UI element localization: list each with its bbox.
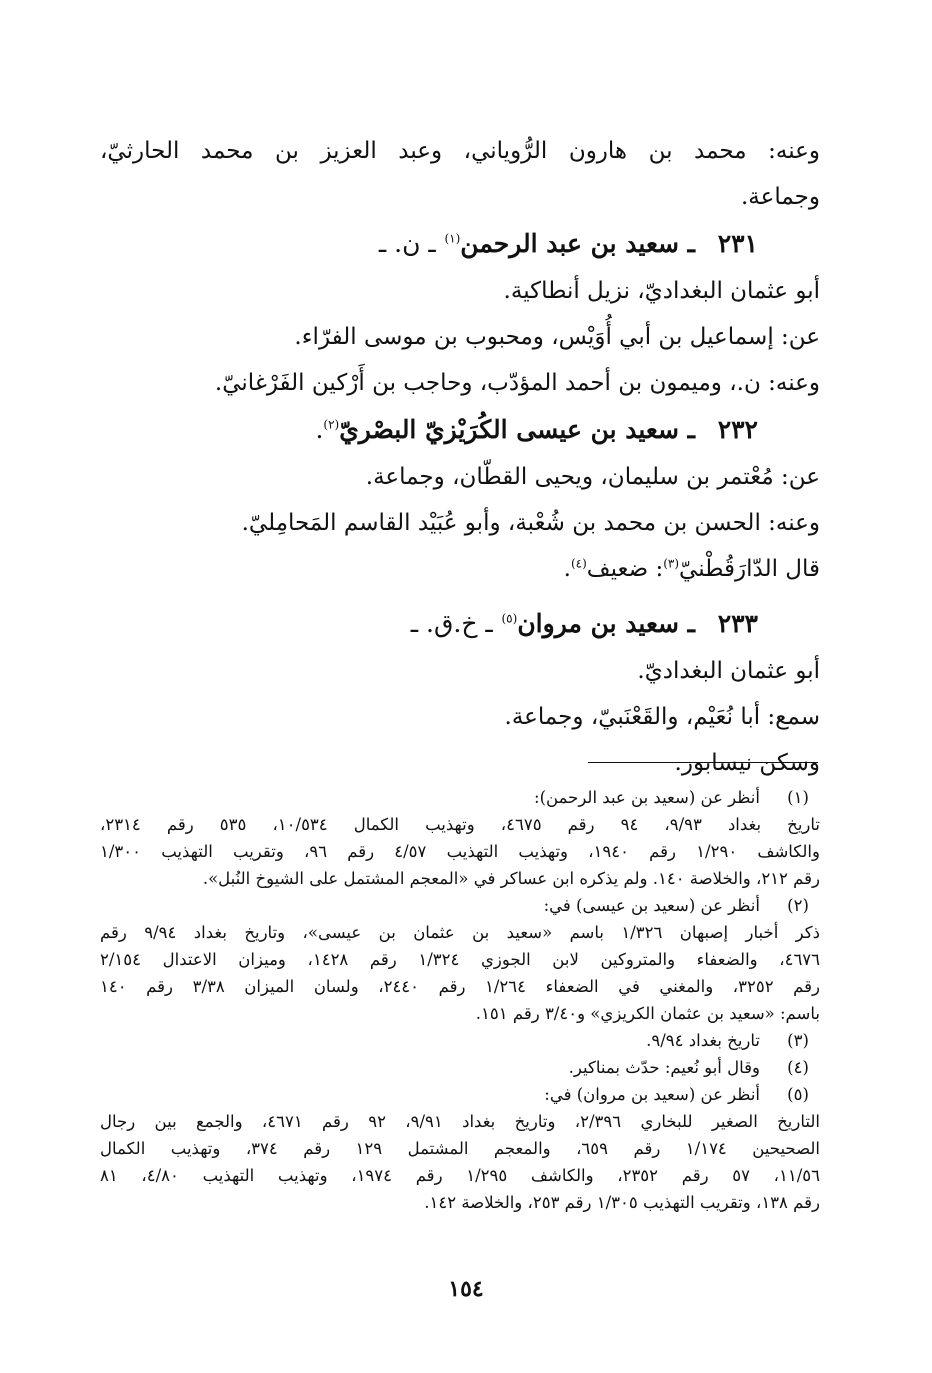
entry-heading-232: [100, 406, 820, 454]
entry-line: أبو عثمان البغداديّ.: [637, 658, 820, 684]
entry-separator: ـ: [678, 609, 695, 638]
entry-heading-231: [100, 220, 820, 268]
entry-number: ٢٣٣: [717, 609, 758, 638]
entry-line: أبو عثمان البغداديّ، نزيل أنطاكية.: [503, 278, 820, 304]
entry-line: عن: إسماعيل بن أبي أُوَيْس، ومحبوب بن موسى الفرّاء.: [294, 324, 820, 350]
footnote-number: (٤): [787, 1058, 809, 1077]
footnote-line: (٤) وقال أبو نُعيم: حدّث بمناكير.: [100, 1054, 820, 1081]
footnote-ref: (٥): [501, 611, 518, 626]
footnote-line: رقم ٣٢٥٢، والمغني في الضعفاء ١/٢٦٤ رقم ٢٤٤٠، ولسان الميزان ٣/٣٨ رقم ١٤٠: [100, 977, 820, 996]
footnote-line: رقم ٢١٢، والخلاصة ١٤٠. ولم يذكره ابن عساكر في «المعجم المشتمل على الشيوخ النُبل».: [202, 869, 820, 888]
footnote-line: (٢) أنظر عن (سعيد بن عيسى) في:: [100, 892, 820, 919]
entry-suffix: ـ خ.ق. ـ: [410, 609, 493, 638]
footnote-line: (١) أنظر عن (سعيد بن عبد الرحمن):: [100, 784, 820, 811]
footnote-line: ٤٦٧٦، والضعفاء والمتروكين لابن الجوزي ١/٣٢٤ رقم ١٤٢٨، وميزان الاعتدال ٢/١٥٤: [100, 950, 821, 969]
entry-name: سعيد بن عبد الرحمن: [460, 229, 679, 258]
footnote-ref: (٣): [663, 556, 680, 571]
quote-prefix: قال الدّارَقُطْنيّ: [679, 556, 820, 582]
entry-separator: ـ: [678, 229, 695, 258]
footnote-line: (٥) أنظر عن (سعيد بن مروان) في:: [100, 1081, 820, 1108]
footnote-ref: (٤): [570, 556, 587, 571]
entry-line: وسكن نيسابور.: [674, 750, 820, 776]
entry-name: سعيد بن مروان: [517, 609, 679, 638]
entry-line: وعنه: ن.، وميمون بن أحمد المؤدّب، وحاجب بن أَرْكين الفَرْغانيّ.: [214, 370, 820, 396]
entry-name: سعيد بن عيسى الكُرَيْزيّ البصْريّ: [339, 415, 679, 444]
footnotes: [100, 784, 820, 1216]
page-number: ١٥٤: [448, 1276, 484, 1302]
footnote-line: الصحيحين ١/١٧٤ رقم ٦٥٩، والمعجم المشتمل ١٢٩ رقم ٣٧٤، وتهذيب الكمال: [100, 1139, 820, 1158]
footnote-number: (١): [787, 788, 809, 807]
footnote-number: (٣): [787, 1031, 809, 1050]
entry-line: عن: مُعْتمر بن سليمان، ويحيى القطّان، وجماعة.: [365, 464, 820, 490]
footnote-line: رقم ١٣٨، وتقريب التهذيب ١/٣٠٥ رقم ٢٥٣، والخلاصة ١٤٢.: [424, 1193, 820, 1212]
footnote-number: (٢): [787, 896, 809, 915]
entry-number: ٢٣١: [717, 229, 758, 258]
footnote-line: التاريخ الصغير للبخاري ٢/٣٩٦، وتاريخ بغداد ٩/٩١، ٩٢ رقم ٤٦٧١، والجمع بين رجال: [100, 1112, 820, 1131]
footnote-ref: (٢): [323, 417, 340, 432]
intro-line: وعنه: محمد بن هارون الرُّوياني، وعبد العزيز بن محمد الحارثيّ،: [100, 138, 820, 164]
footnote-line: (٣) تاريخ بغداد ٩/٩٤.: [100, 1027, 820, 1054]
entry-suffix: ـ ن. ـ: [378, 229, 436, 258]
main-text: [100, 128, 820, 786]
footnote-ref: (١): [444, 231, 461, 246]
entry-heading-233: [100, 600, 820, 648]
entry-suffix: .: [315, 415, 324, 444]
entry-line: وعنه: الحسن بن محمد بن شُعْبة، وأبو عُبَيْد القاسم المَحامِليّ.: [241, 510, 820, 536]
footnote-line: والكاشف ١/٢٩٠ رقم ١٩٤٠، وتهذيب التهذيب ٤/٥٧ رقم ٩٦، وتقريب التهذيب ١/٣٠٠: [100, 842, 820, 861]
footnote-line: ١١/٥٦، ٥٧ رقم ٢٣٥٢، والكاشف ١/٢٩٥ رقم ١٩٧٤، وتهذيب التهذيب ٤/٨٠، ٨١: [100, 1166, 821, 1185]
footnote-line: تاريخ بغداد ٩/٩٣، ٩٤ رقم ٤٦٧٥، وتهذيب الكمال ١٠/٥٣٤، ٥٣٥ رقم ٢٣١٤،: [100, 815, 821, 834]
footnote-divider: [588, 762, 818, 763]
footnote-line: ذكر أخبار إصبهان ١/٣٢٦ باسم «سعيد بن عثمان بن عيسى»، وتاريخ بغداد ٩/٩٤ رقم: [100, 923, 820, 942]
entry-line: سمع: أبا نُعَيْم، والقَعْنَبيّ، وجماعة.: [504, 704, 820, 730]
footnote-line: باسم: «سعيد بن عثمان الكريزي» و٣/٤٠ رقم ١٥١.: [475, 1004, 820, 1023]
quote-line: [100, 546, 820, 592]
footnote-number: (٥): [787, 1085, 809, 1104]
entry-number: ٢٣٢: [717, 415, 758, 444]
entry-separator: ـ: [678, 415, 695, 444]
quote-end: .: [563, 556, 571, 582]
quote-text: : ضعيف: [586, 556, 664, 582]
intro-line-end: وجماعة.: [741, 184, 820, 210]
